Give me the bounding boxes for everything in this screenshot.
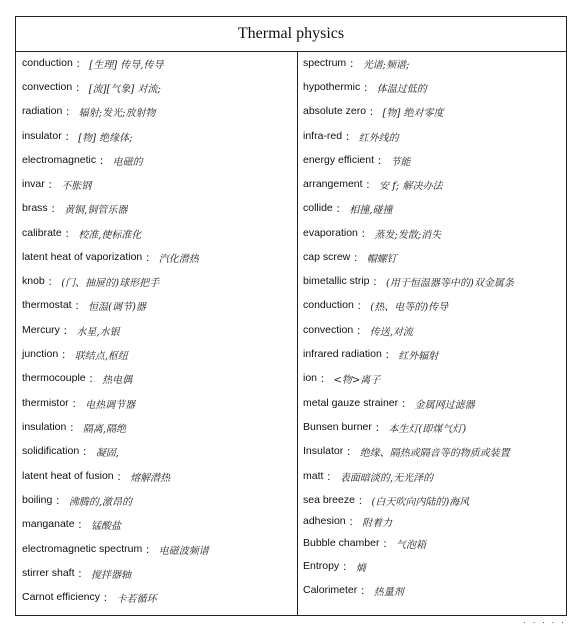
glossary-term: electromagnetic spectrum (22, 543, 143, 555)
glossary-definition: <物>离子 (333, 374, 381, 386)
glossary-row (22, 221, 141, 245)
glossary-definition: 传送,对流 (369, 326, 413, 338)
term-separator: ： (77, 567, 89, 580)
term-separator: ： (145, 251, 156, 264)
glossary-definition: [物] 绝缘体; (78, 132, 133, 144)
glossary-row (303, 51, 409, 75)
glossary-definition: 热量剂 (373, 586, 404, 598)
term-separator: ： (326, 470, 337, 483)
glossary-row (303, 366, 380, 390)
glossary-term: cap screw (303, 251, 351, 263)
term-separator: ： (50, 202, 62, 215)
glossary-definition: 表面暗淡的,无光泽的 (339, 472, 434, 484)
glossary-row (303, 318, 413, 342)
glossary-term: Bunsen burner (303, 421, 372, 433)
term-separator: ： (64, 227, 76, 240)
glossary-definition: 节能 (390, 156, 411, 168)
glossary-term: Calorimeter (303, 584, 358, 596)
glossary-row (303, 245, 397, 269)
glossary-term: manganate (22, 518, 75, 530)
term-separator: ： (372, 275, 384, 288)
glossary-definition: 卡若循环 (116, 593, 157, 605)
glossary-term: thermocouple (22, 372, 86, 384)
glossary-row (303, 99, 444, 123)
glossary-term: Entropy (303, 560, 340, 572)
glossary-term: stirrer shaft (22, 567, 75, 579)
term-separator: ： (363, 81, 374, 94)
glossary-row (22, 148, 143, 172)
glossary-row (22, 245, 199, 269)
glossary-term: metal gauze strainer (303, 397, 399, 409)
glossary-definition: 隔离,隔绝 (82, 423, 127, 435)
glossary-term: sea breeze (303, 494, 355, 506)
glossary-definition: [生理] 传导,传导 (89, 59, 164, 71)
glossary-definition: 气泡箱 (395, 539, 426, 551)
glossary-definition: (用于恒温器等中的)双金属条 (386, 277, 514, 289)
term-separator: ： (360, 227, 372, 240)
term-separator: ： (365, 178, 377, 191)
term-separator: ： (349, 57, 360, 70)
term-separator: ： (357, 494, 369, 507)
glossary-term: thermistor (22, 397, 69, 409)
column-divider (297, 51, 298, 616)
glossary-definition: 熔解潜热 (130, 472, 171, 484)
term-separator: ： (75, 57, 87, 70)
glossary-definition: 电热调节器 (85, 399, 136, 411)
glossary-term: energy efficient (303, 154, 375, 166)
glossary-definition: 安 f; 解决办法 (379, 180, 443, 192)
glossary-definition: (热、电等的)传导 (370, 301, 449, 313)
term-separator: ： (342, 560, 353, 573)
glossary-definition: 热电偶 (102, 374, 133, 386)
table-title: Thermal physics (16, 17, 566, 52)
glossary-term: electromagnetic (22, 154, 97, 166)
glossary-row (303, 531, 426, 555)
glossary-definition: 电磁波频谱 (158, 545, 209, 557)
glossary-definition: 红外辐射 (398, 350, 439, 362)
glossary-row (303, 464, 433, 488)
glossary-term: arrangement (303, 178, 363, 190)
term-separator: ： (103, 591, 114, 604)
term-separator: ： (345, 130, 356, 143)
glossary-definition: 光谱;频谱; (362, 59, 410, 71)
term-separator: ： (384, 348, 396, 361)
glossary-definition: [流][气象] 对流; (88, 83, 161, 95)
glossary-term: Bubble chamber (303, 537, 380, 549)
glossary-term: latent heat of vaporization (22, 251, 143, 263)
glossary-row (303, 391, 475, 415)
term-separator: ： (74, 299, 86, 312)
term-separator: ： (65, 105, 76, 118)
glossary-definition: 辐射;发光;放射物 (78, 107, 156, 119)
glossary-term: thermostat (22, 299, 72, 311)
term-separator: ： (88, 372, 100, 385)
term-separator: ： (47, 178, 59, 191)
glossary-row (303, 342, 438, 366)
glossary-row (22, 415, 126, 439)
glossary-term: Carnot efficiency (22, 591, 101, 603)
term-separator: ： (348, 515, 360, 528)
term-separator: ： (401, 397, 412, 410)
glossary-definition: 联结点,枢纽 (74, 350, 128, 362)
glossary-term: spectrum (303, 57, 347, 69)
glossary-term: conduction (22, 57, 73, 69)
glossary-definition: 附着力 (362, 517, 393, 529)
term-separator: ： (116, 470, 128, 483)
glossary-term: hypothermic (303, 81, 361, 93)
glossary-row (303, 221, 441, 245)
glossary-definition: 体温过低的 (376, 83, 427, 95)
glossary-definition: 沸腾的,激昂的 (68, 496, 133, 508)
glossary-definition: 水星,水银 (76, 326, 120, 338)
glossary-row (22, 512, 121, 536)
glossary-row (303, 415, 466, 439)
term-separator: ： (62, 324, 74, 337)
glossary-definition: 凝固, (95, 447, 119, 459)
term-separator: ： (360, 584, 371, 597)
glossary-definition: 锰酸盐 (91, 520, 122, 532)
glossary-row (22, 439, 119, 463)
glossary-term: convection (22, 81, 73, 93)
glossary-row (303, 554, 366, 578)
glossary-row (303, 509, 392, 533)
term-separator: ： (346, 445, 357, 458)
glossary-definition: 熵 (355, 562, 366, 574)
term-separator: ： (145, 543, 156, 556)
term-separator: ： (320, 372, 331, 385)
glossary-term: solidification (22, 445, 80, 457)
glossary-row (303, 124, 399, 148)
glossary-definition: [物] 绝对零度 (382, 107, 444, 119)
glossary-term: infra-red (303, 130, 343, 142)
term-separator: ： (69, 421, 80, 434)
glossary-row (22, 124, 133, 148)
glossary-definition: (门、抽屉的)球形把手 (61, 277, 160, 289)
glossary-table (15, 16, 567, 616)
glossary-row (22, 269, 159, 293)
page-marker: · · · · · (523, 617, 566, 627)
glossary-term: Insulator (303, 445, 344, 457)
right-column (303, 51, 563, 616)
glossary-row (22, 318, 120, 342)
term-separator: ： (47, 275, 59, 288)
glossary-definition: 不胀钢 (61, 180, 92, 192)
glossary-term: insulator (22, 130, 62, 142)
term-separator: ： (75, 81, 86, 94)
glossary-term: radiation (22, 105, 63, 117)
glossary-definition: 红外线的 (358, 132, 399, 144)
term-separator: ： (335, 202, 347, 215)
term-separator: ： (99, 154, 110, 167)
glossary-row (303, 172, 442, 196)
term-separator: ： (55, 494, 66, 507)
glossary-definition: 帽螺钉 (366, 253, 397, 265)
glossary-term: collide (303, 202, 333, 214)
term-separator: ： (353, 251, 364, 264)
glossary-term: bimetallic strip (303, 275, 370, 287)
term-separator: ： (82, 445, 93, 458)
glossary-definition: 黄铜,铜管乐器 (64, 204, 128, 216)
glossary-row (22, 75, 161, 99)
glossary-row (22, 537, 209, 561)
glossary-row (303, 196, 392, 220)
glossary-row (22, 488, 132, 512)
glossary-definition: 金属网过滤器 (414, 399, 475, 411)
left-column (22, 51, 294, 616)
glossary-row (22, 196, 127, 220)
glossary-term: adhesion (303, 515, 346, 527)
term-separator: ： (71, 397, 83, 410)
glossary-term: latent heat of fusion (22, 470, 114, 482)
glossary-term: knob (22, 275, 45, 287)
glossary-term: insulation (22, 421, 67, 433)
term-separator: ： (369, 105, 380, 118)
term-separator: ： (356, 299, 368, 312)
glossary-term: invar (22, 178, 45, 190)
glossary-definition: 电磁的 (112, 156, 143, 168)
glossary-term: conduction (303, 299, 354, 311)
glossary-row (22, 51, 163, 75)
glossary-row (303, 75, 427, 99)
glossary-definition: 蒸发;发散;消失 (374, 229, 442, 241)
term-separator: ： (356, 324, 367, 337)
glossary-definition: 校准,使标准化 (78, 229, 142, 241)
glossary-definition: 本生灯(即煤气灯) (388, 423, 467, 435)
glossary-term: evaporation (303, 227, 358, 239)
glossary-term: boiling (22, 494, 53, 506)
glossary-term: calibrate (22, 227, 62, 239)
term-separator: ： (374, 421, 386, 434)
term-separator: ： (64, 130, 76, 143)
glossary-row (22, 293, 146, 317)
glossary-row (22, 464, 170, 488)
glossary-row (22, 99, 156, 123)
glossary-row (303, 293, 448, 317)
glossary-definition: 恒温(调节)器 (88, 301, 146, 313)
glossary-definition: 相撞,碰撞 (349, 204, 393, 216)
glossary-row (22, 342, 128, 366)
glossary-definition: 汽化潜热 (158, 253, 199, 265)
glossary-definition: (白天吹向内陆的)海风 (371, 496, 470, 508)
glossary-row (22, 391, 135, 415)
glossary-row (303, 578, 404, 602)
glossary-definition: 搅拌器轴 (91, 569, 132, 581)
term-separator: ： (61, 348, 72, 361)
term-separator: ： (377, 154, 388, 167)
glossary-row (22, 585, 157, 609)
term-separator: ： (77, 518, 89, 531)
glossary-term: absolute zero (303, 105, 367, 117)
glossary-row (22, 366, 132, 390)
glossary-term: matt (303, 470, 324, 482)
term-separator: ： (382, 537, 393, 550)
glossary-row (22, 172, 91, 196)
glossary-term: ion (303, 372, 318, 384)
glossary-term: infrared radiation (303, 348, 382, 360)
glossary-term: convection (303, 324, 354, 336)
glossary-definition: 绝缘、隔热或隔音等的物质或装置 (359, 447, 510, 459)
glossary-term: junction (22, 348, 59, 360)
glossary-row (22, 561, 131, 585)
glossary-term: brass (22, 202, 48, 214)
glossary-term: Mercury (22, 324, 60, 336)
glossary-row (303, 439, 510, 463)
glossary-row (303, 269, 514, 293)
glossary-row (303, 148, 411, 172)
